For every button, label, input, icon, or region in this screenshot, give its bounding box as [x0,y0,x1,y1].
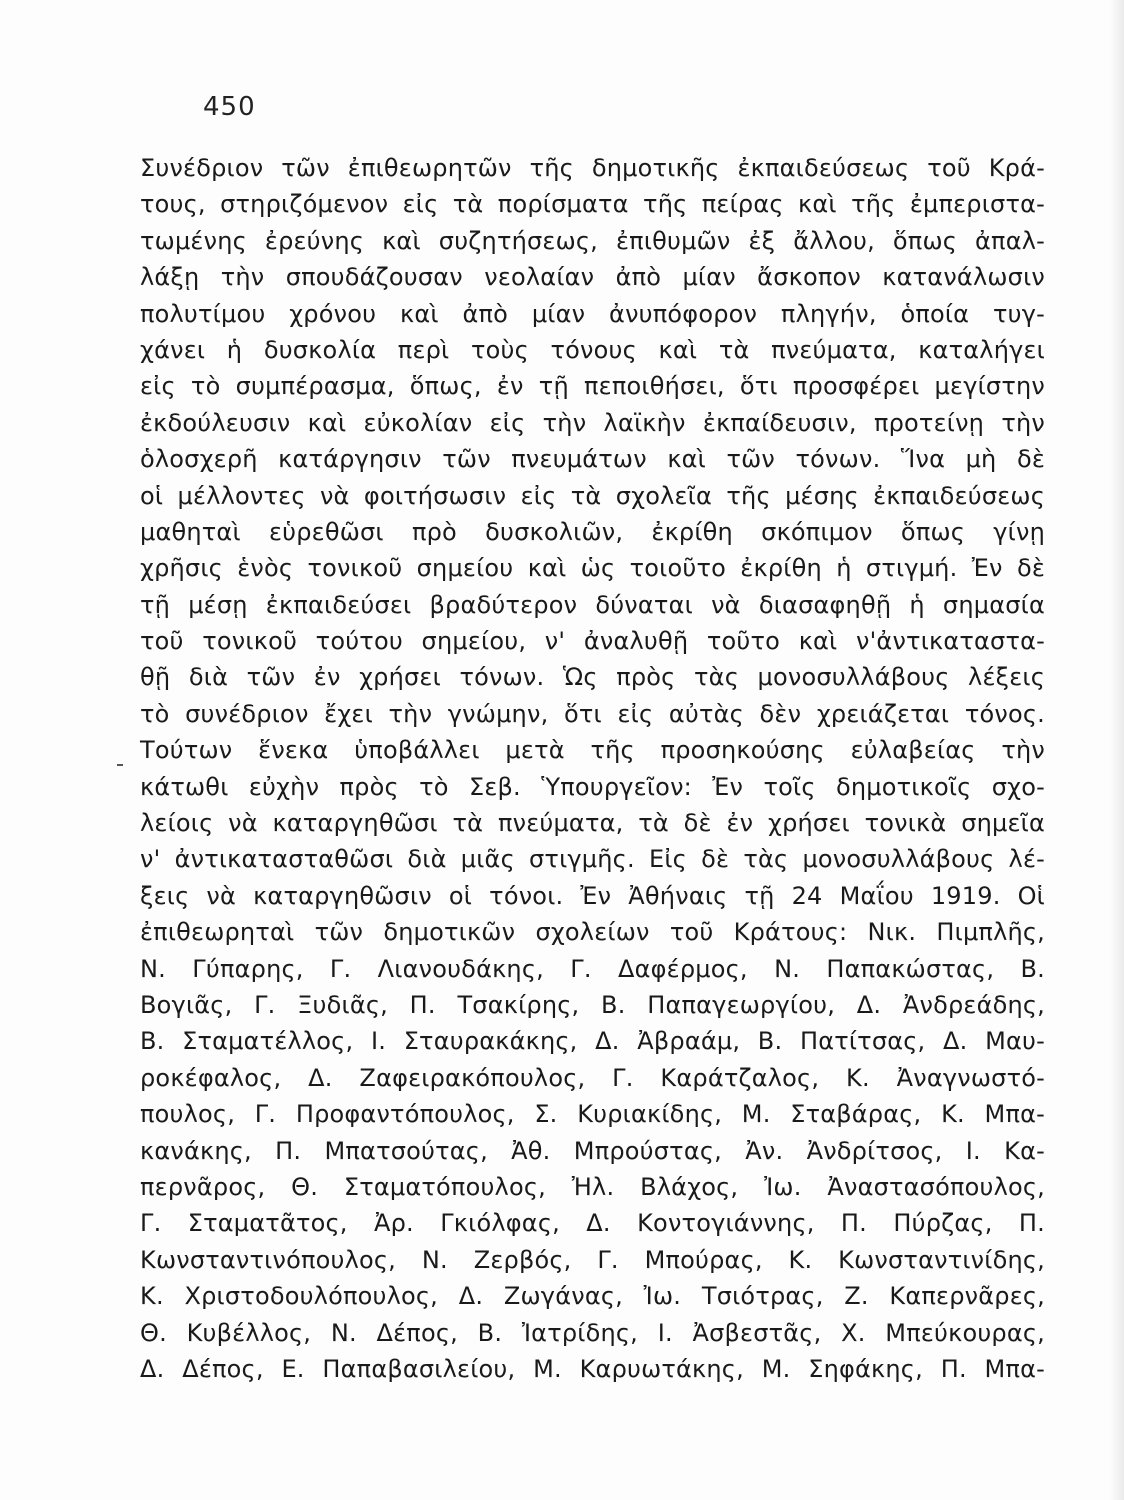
text-line: ξεις νὰ καταργηθῶσιν οἱ τόνοι. Ἐν Ἀθήναις τῇ 24 Μαΐου 1919. Οἱ [140,881,1045,910]
text-line: Τούτων ἕνεκα ὑποβάλλει μετὰ τῆς προσηκούσης εὐλαβείας τὴν [140,736,1045,765]
text-line: Δ. Δέπος, Ε. Παπαβασιλείου, Μ. Καρυωτάκης, Μ. Σηφάκης, Π. Μπα- [140,1354,1045,1383]
text-line: ὁλοσχερῆ κατάργησιν τῶν πνευμάτων καὶ τῶν τόνων. Ἵνα μὴ δὲ [140,445,1045,474]
text-line: ν' ἀντικατασταθῶσι διὰ μιᾶς στιγμῆς. Εἰς δὲ τὰς μονοσυλλάβους λέ- [140,845,1045,874]
text-line: λείοις νὰ καταργηθῶσι τὰ πνεύματα, τὰ δὲ ἐν χρήσει τονικὰ σημεῖα [140,809,1045,838]
text-line: μαθηταὶ εὑρεθῶσι πρὸ δυσκολιῶν, ἐκρίθη σκόπιμον ὅπως γίνῃ [140,517,1045,546]
text-line: τοῦ τονικοῦ τούτου σημείου, ν' ἀναλυθῇ τοῦτο καὶ ν'ἀντικαταστα- [140,627,1045,656]
body-text [140,150,1045,1387]
text-line: Ν. Γύπαρης, Γ. Λιανουδάκης, Γ. Δαφέρμος, Ν. Παπακώστας, Β. [140,954,1045,983]
text-line: οἱ μέλλοντες νὰ φοιτήσωσιν εἰς τὰ σχολεῖα τῆς μέσης ἐκπαιδεύσεως [140,481,1045,510]
text-line: περνᾶρος, Θ. Σταματόπουλος, Ἠλ. Βλάχος, Ἰω. Ἀναστασόπουλος, [140,1172,1045,1201]
text-line: θῇ διὰ τῶν ἐν χρήσει τόνων. Ὡς πρὸς τὰς μονοσυλλάβους λέξεις [140,663,1045,692]
text-line: Γ. Σταματᾶτος, Ἀρ. Γκιόλφας, Δ. Κοντογιάννης, Π. Πύρζας, Π. [140,1209,1045,1238]
page-number: 450 [203,92,256,122]
text-line: τωμένης ἐρεύνης καὶ συζητήσεως, ἐπιθυμῶν ἐξ ἄλλου, ὅπως ἀπαλ- [140,226,1045,255]
text-line: πολυτίμου χρόνου καὶ ἀπὸ μίαν ἀνυπόφορον πληγήν, ὁποία τυγ- [140,299,1045,328]
text-line: τῇ μέσῃ ἐκπαιδεύσει βραδύτερον δύναται νὰ διασαφηθῇ ἡ σημασία [140,590,1045,619]
text-line: Βογιᾶς, Γ. Ξυδιᾶς, Π. Τσακίρης, Β. Παπαγεωργίου, Δ. Ἀνδρεάδης, [140,990,1045,1019]
text-line: χρῆσις ἑνὸς τονικοῦ σημείου καὶ ὡς τοιοῦτο ἐκρίθη ἡ στιγμή. Ἐν δὲ [140,554,1045,583]
text-line: πουλος, Γ. Προφαντόπουλος, Σ. Κυριακίδης, Μ. Σταβάρας, Κ. Μπα- [140,1100,1045,1129]
text-line: χάνει ἡ δυσκολία περὶ τοὺς τόνους καὶ τὰ πνεύματα, καταλήγει [140,335,1045,364]
text-line: τους, στηριζόμενον εἰς τὰ πορίσματα τῆς πείρας καὶ τῆς ἐμπεριστα- [140,190,1045,219]
text-line: κάτωθι εὐχὴν πρὸς τὸ Σεβ. Ὑπουργεῖον: Ἐν τοῖς δημοτικοῖς σχο- [140,772,1045,801]
text-line: Β. Σταματέλλος, Ι. Σταυρακάκης, Δ. Ἀβραάμ, Β. Πατίτσας, Δ. Μαυ- [140,1027,1045,1056]
scan-mark [117,764,123,766]
scan-edge-shadow [1110,0,1124,1500]
text-line: κανάκης, Π. Μπατσούτας, Ἀθ. Μπρούστας, Ἀν. Ἀνδρίτσος, Ι. Κα- [140,1136,1045,1165]
text-line: ἐκδούλευσιν καὶ εὐκολίαν εἰς τὴν λαϊκὴν ἐκπαίδευσιν, προτείνῃ τὴν [140,408,1045,437]
text-line: τὸ συνέδριον ἔχει τὴν γνώμην, ὅτι εἰς αὐτὰς δὲν χρειάζεται τόνος. [140,699,1045,728]
text-line: εἰς τὸ συμπέρασμα, ὅπως, ἐν τῇ πεποιθήσει, ὅτι προσφέρει μεγίστην [140,372,1045,401]
text-line: Κωνσταντινόπουλος, Ν. Ζερβός, Γ. Μπούρας, Κ. Κωνσταντινίδης, [140,1245,1045,1274]
text-line: Θ. Κυβέλλος, Ν. Δέπος, Β. Ἰατρίδης, Ι. Ἀσβεστᾶς, Χ. Μπεύκουρας, [140,1318,1045,1347]
text-line: Συνέδριον τῶν ἐπιθεωρητῶν τῆς δημοτικῆς ἐκπαιδεύσεως τοῦ Κρά- [140,154,1045,182]
text-line: ἐπιθεωρηταὶ τῶν δημοτικῶν σχολείων τοῦ Κράτους: Νικ. Πιμπλῆς, [140,918,1045,947]
text-line: ροκέφαλος, Δ. Ζαφειρακόπουλος, Γ. Καράτζαλος, Κ. Ἀναγνωστό- [140,1063,1045,1092]
text-line: Κ. Χριστοδουλόπουλος, Δ. Ζωγάνας, Ἰω. Τσιότρας, Ζ. Καπερνᾶρες, [140,1282,1045,1311]
text-line: λάξῃ τὴν σπουδάζουσαν νεολαίαν ἀπὸ μίαν ἄσκοπον κατανάλωσιν [140,263,1045,292]
